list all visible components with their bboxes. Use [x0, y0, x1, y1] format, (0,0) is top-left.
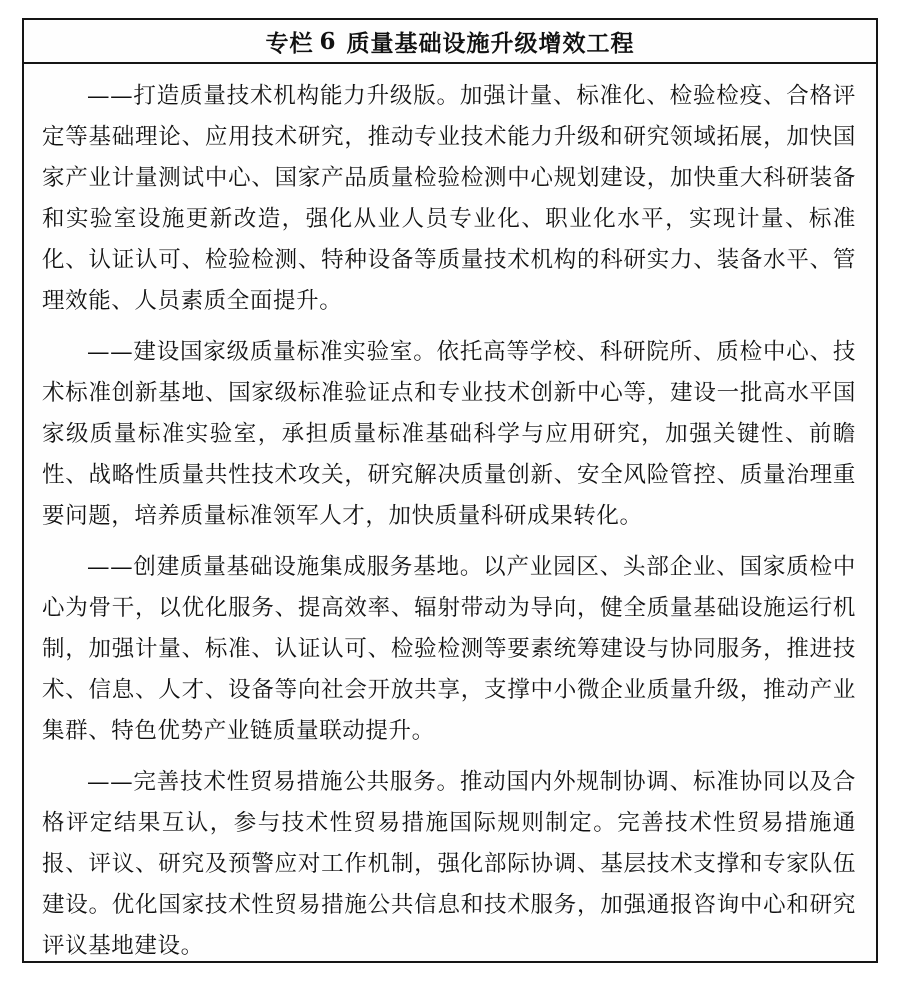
callout-title-text: 质量基础设施升级增效工程 [346, 29, 635, 57]
paragraph-3: ——创建质量基础设施集成服务基地。以产业园区、头部企业、国家质检中心为骨干，以优化服务、提高效率、辐射带动为导向，健全质量基础设施运行机制，加强计量、标准、认证认可、检验检测等要素统筹建设与协同服务，推进技术、信息、人才、设备等向社会开放共享，支撑中小微企业质量升级，推动产业集群、特色优势产业链质量联动提升。 [42, 554, 856, 744]
callout-box [22, 18, 878, 963]
callout-box-body [24, 64, 876, 963]
callout-title-prefix: 专栏 [265, 29, 314, 57]
paragraph-4: ——完善技术性贸易措施公共服务。推动国内外规制协调、标准协同以及合格评定结果互认，参与技术性贸易措施国际规则制定。完善技术性贸易措施通报、评议、研究及预警应对工作机制，强化部际协调、基层技术支撑和专家队伍建设。优化国家技术性贸易措施公共信息和技术服务，加强通报咨询中心和研究评议基地建设。 [42, 769, 856, 959]
callout-box-title [24, 20, 876, 64]
paragraph-1: ——打造质量技术机构能力升级版。加强计量、标准化、检验检疫、合格评定等基础理论、应用技术研究，推动专业技术能力升级和研究领域拓展，加快国家产业计量测试中心、国家产品质量检验检测中心规划建设，加快重大科研装备和实验室设施更新改造，强化从业人员专业化、职业化水平，实现计量、标准化、认证认可、检验检测、特种设备等质量技术机构的科研实力、装备水平、管理效能、人员素质全面提升。 [42, 83, 856, 314]
callout-title-number: 6 [319, 27, 337, 55]
paragraph-2: ——建设国家级质量标准实验室。依托高等学校、科研院所、质检中心、技术标准创新基地、国家级标准验证点和专业技术创新中心等，建设一批高水平国家级质量标准实验室，承担质量标准基础科学与应用研究，加强关键性、前瞻性、战略性质量共性技术攻关，研究解决质量创新、安全风险管控、质量治理重要问题，培养质量标准领军人才，加快质量科研成果转化。 [42, 339, 856, 529]
